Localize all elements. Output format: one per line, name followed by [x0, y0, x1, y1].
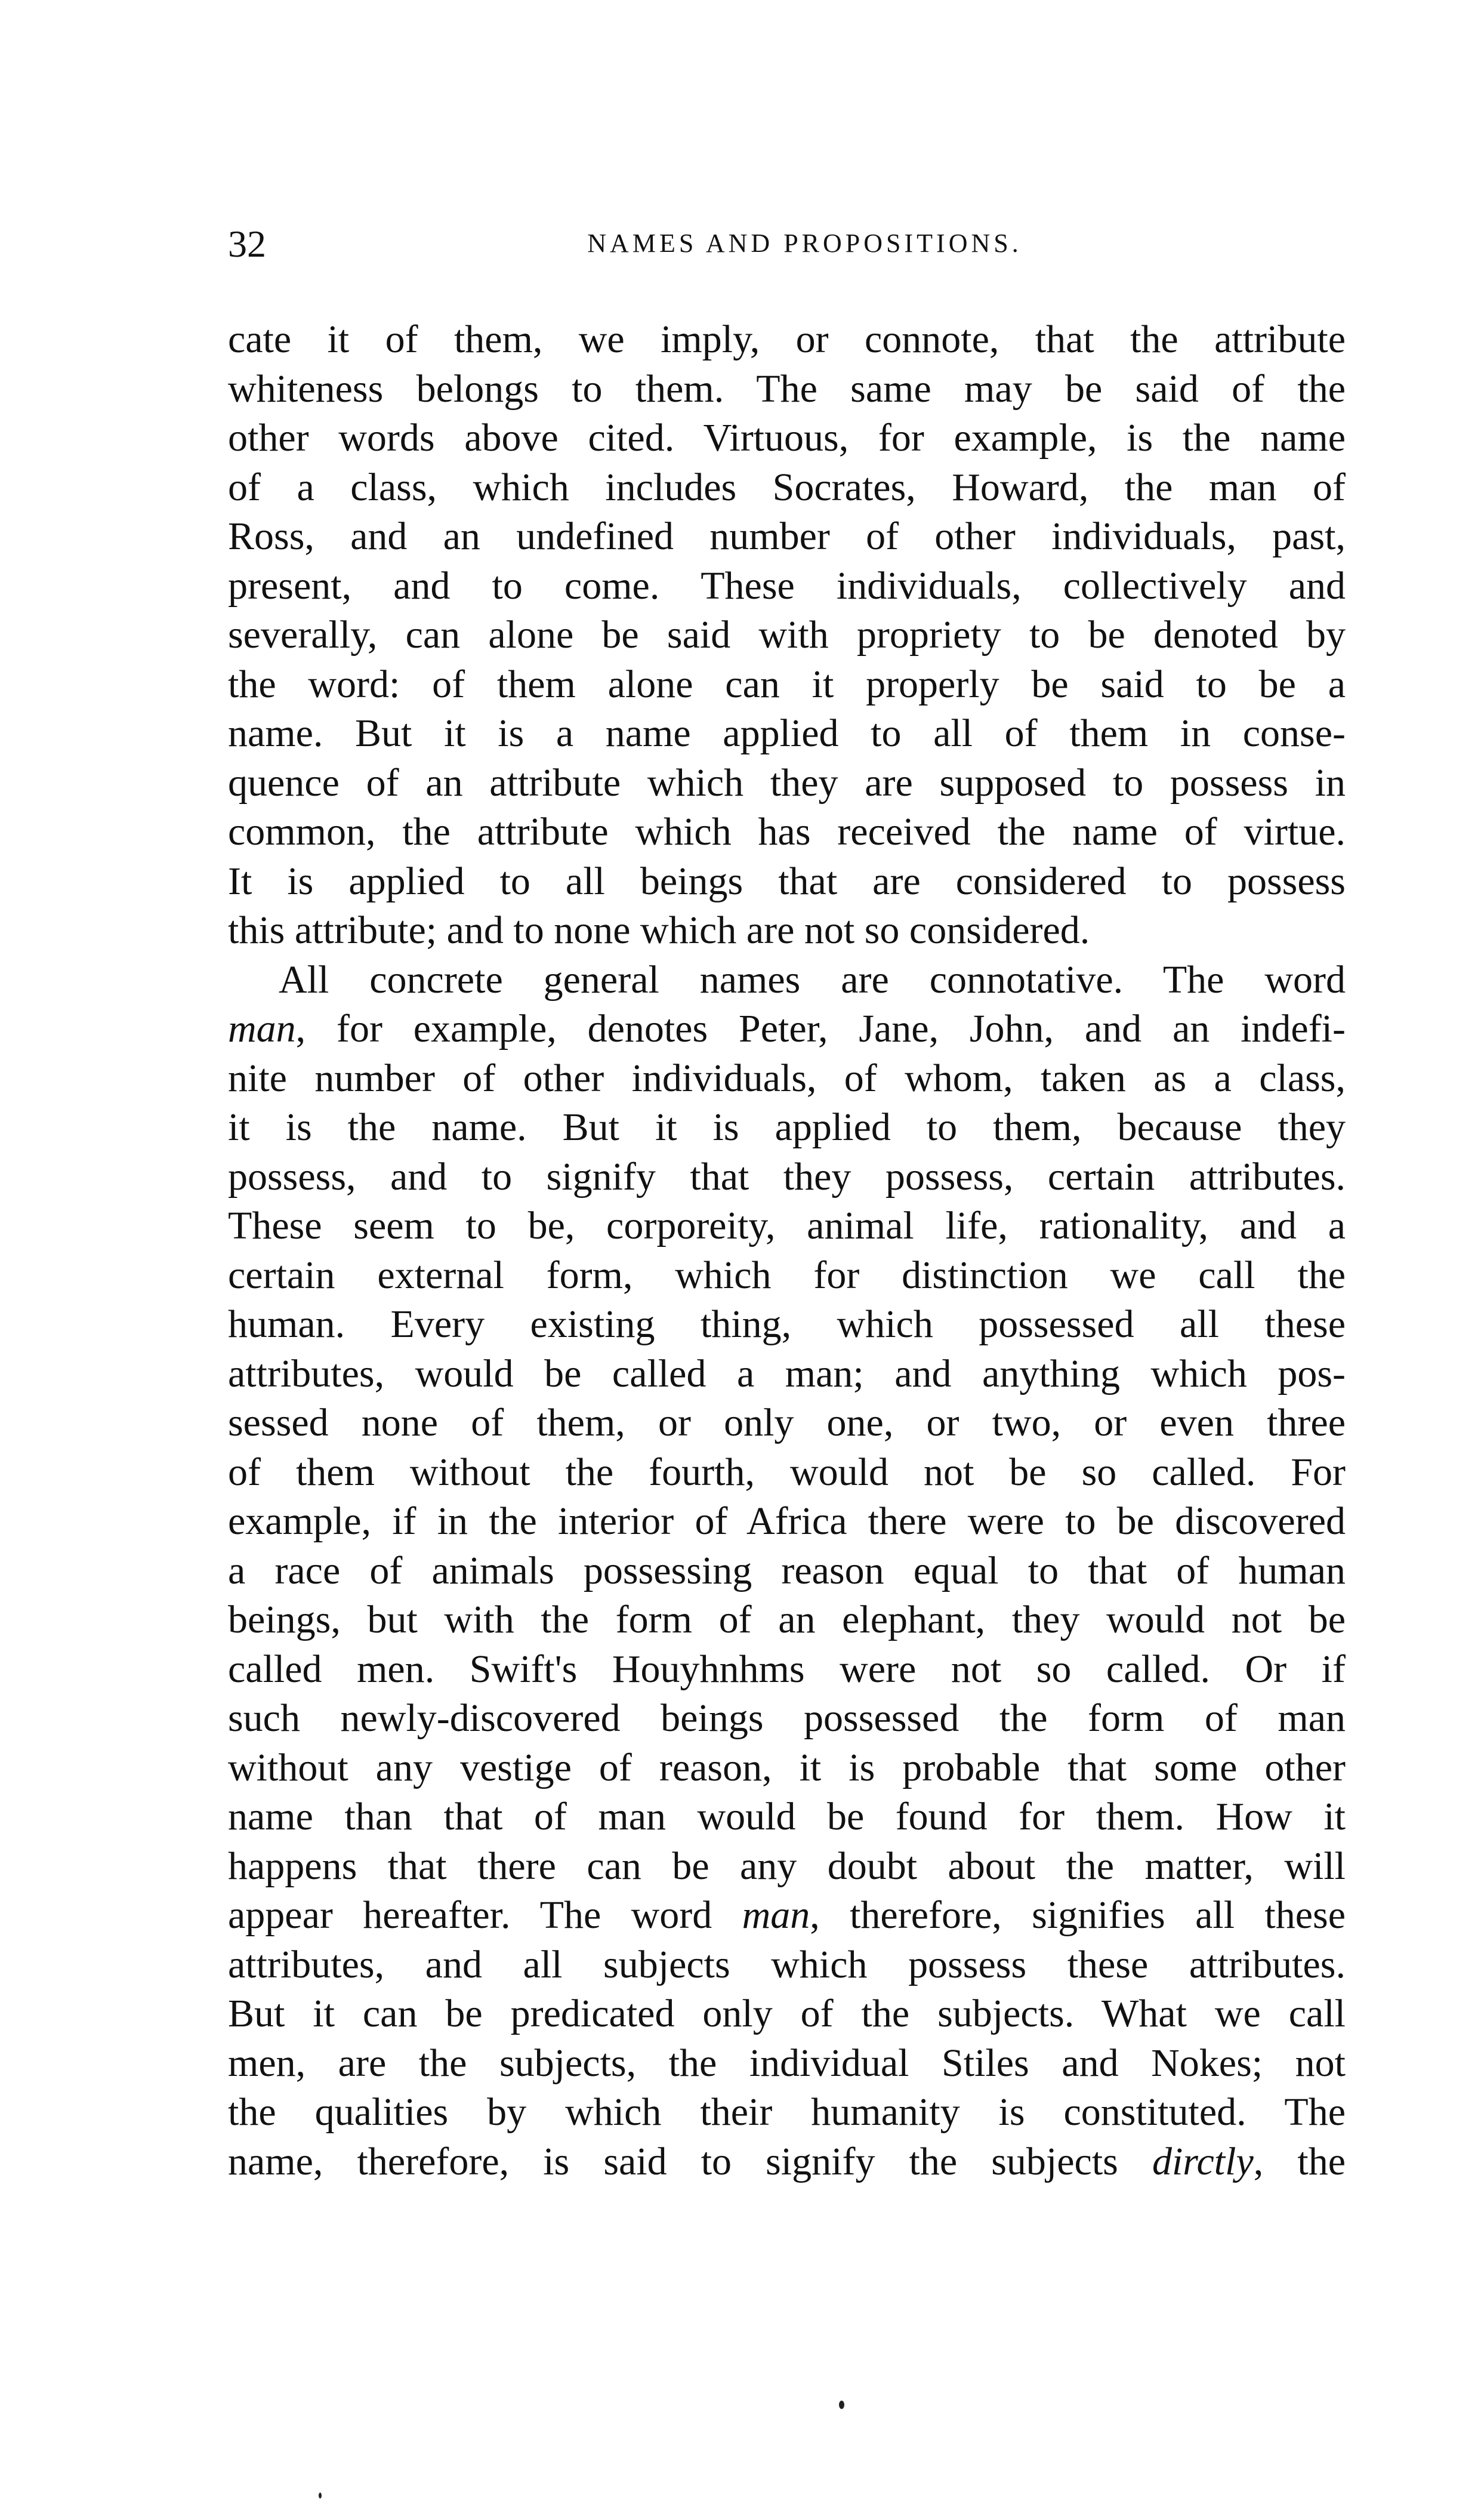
text-segment: , therefore, signifies all these [810, 1893, 1346, 1937]
text-segment: called men. Swift's Houyhnhms were not so called. Or if [228, 1647, 1346, 1691]
text-line [228, 1202, 1346, 1251]
text-line [228, 1398, 1346, 1448]
text-segment: the word: of them alone can it properly be said to be a [228, 662, 1346, 706]
text-segment: example, if in the interior of Africa there were to be discovered [228, 1499, 1346, 1543]
text-segment: certain external form, which for distinction we call the [228, 1253, 1346, 1297]
text-segment: All concrete general names are connotative. The word [279, 957, 1346, 1002]
text-segment: possess, and to signify that they possess, certain attributes. [228, 1154, 1346, 1199]
text-line [228, 1054, 1346, 1104]
italic-text: dirctly [1152, 2139, 1254, 2183]
paragraph [228, 315, 1346, 956]
text-line [228, 1891, 1346, 1940]
page-number: 32 [228, 223, 266, 265]
text-segment: Ross, and an undefined number of other individuals, past, [228, 515, 1346, 558]
text-segment: human. Every existing thing, which possessed all these [228, 1302, 1346, 1346]
text-segment: severally, can alone be said with propriety to be denoted by [228, 613, 1346, 657]
text-segment: nite number of other individuals, of whom, taken as a class, [228, 1056, 1346, 1100]
text-segment: men, are the subjects, the individual Stiles and Nokes; not [228, 2041, 1346, 2085]
text-line [228, 1005, 1346, 1054]
print-speck [839, 2401, 844, 2409]
running-title: NAMES AND PROPOSITIONS. [587, 229, 1022, 258]
text-segment: It is applied to all beings that are considered to possess [228, 859, 1346, 903]
text-segment: name than that of man would be found for them. How it [228, 1795, 1346, 1838]
text-line [228, 1792, 1346, 1842]
text-segment: attributes, would be called a man; and anything which pos- [228, 1351, 1346, 1395]
text-line [228, 512, 1346, 562]
text-segment: sessed none of them, or only one, or two, or even three [228, 1401, 1346, 1444]
text-line [228, 1645, 1346, 1695]
text-line [228, 1350, 1346, 1399]
text-line [228, 808, 1346, 857]
text-line [228, 1743, 1346, 1793]
text-segment: cate it of them, we imply, or connote, that the attribute [228, 318, 1346, 361]
text-segment: without any vestige of reason, it is probable that some other [228, 1745, 1346, 1789]
text-line [228, 1497, 1346, 1546]
text-segment: present, and to come. These individuals, collectively and [228, 563, 1346, 608]
text-segment: other words above cited. Virtuous, for example, is the name [228, 416, 1346, 460]
print-speck [319, 2493, 322, 2499]
text-line [228, 1103, 1346, 1153]
italic-text: man [742, 1893, 810, 1937]
paragraph [228, 956, 1346, 2187]
text-segment: it is the name. But it is applied to them, because they [228, 1105, 1346, 1149]
text-segment: common, the attribute which has received the name of virtue. [228, 810, 1346, 854]
text-line [228, 1595, 1346, 1645]
text-segment: name, therefore, is said to signify the subjects [228, 2139, 1152, 2183]
text-line [228, 709, 1346, 759]
text-line [228, 2137, 1346, 2187]
text-segment: such newly-discovered beings possessed the form of man [228, 1696, 1346, 1740]
text-segment: name. But it is a name applied to all of them in conse- [228, 711, 1346, 755]
text-segment: beings, but with the form of an elephant, they would not be [228, 1598, 1346, 1641]
italic-text: man [228, 1007, 296, 1050]
text-line [228, 2039, 1346, 2088]
text-line [228, 1300, 1346, 1350]
text-line [228, 1448, 1346, 1498]
text-segment: , the [1253, 2139, 1346, 2183]
text-line [228, 1842, 1346, 1891]
text-line [228, 2088, 1346, 2137]
text-segment: of them without the fourth, would not be so called. For [228, 1450, 1346, 1494]
text-segment: the qualities by which their humanity is constituted. The [228, 2090, 1346, 2134]
text-line [228, 611, 1346, 660]
text-segment: of a class, which includes Socrates, Howard, the man of [228, 465, 1346, 509]
text-line [228, 1251, 1346, 1301]
text-line [228, 1546, 1346, 1596]
text-segment: These seem to be, corporeity, animal life, rationality, and a [228, 1204, 1346, 1247]
body-text [228, 315, 1346, 2186]
text-line [228, 1694, 1346, 1743]
text-line [228, 1153, 1346, 1202]
text-line [228, 759, 1346, 808]
text-segment: But it can be predicated only of the subjects. What we call [228, 1992, 1346, 2035]
text-line [228, 906, 1346, 956]
text-segment: appear hereafter. The word [228, 1893, 742, 1937]
text-line [228, 562, 1346, 611]
text-line [228, 956, 1346, 1005]
text-line [228, 315, 1346, 365]
text-segment: quence of an attribute which they are supposed to possess in [228, 760, 1346, 805]
text-line [228, 857, 1346, 907]
text-line [228, 660, 1346, 710]
text-segment: this attribute; and to none which are not so considered. [228, 908, 1090, 952]
text-segment: , for example, denotes Peter, Jane, John, and an indefi- [295, 1007, 1346, 1050]
text-segment: whiteness belongs to them. The same may be said of the [228, 366, 1346, 411]
text-line [228, 414, 1346, 463]
text-segment: happens that there can be any doubt about the matter, will [228, 1844, 1346, 1888]
text-line [228, 463, 1346, 513]
page-header [228, 222, 1346, 270]
text-line [228, 1940, 1346, 1990]
text-line [228, 1989, 1346, 2039]
text-segment: attributes, and all subjects which possess these attributes. [228, 1942, 1346, 1986]
text-line [228, 365, 1346, 414]
text-segment: a race of animals possessing reason equal to that of human [228, 1548, 1346, 1592]
